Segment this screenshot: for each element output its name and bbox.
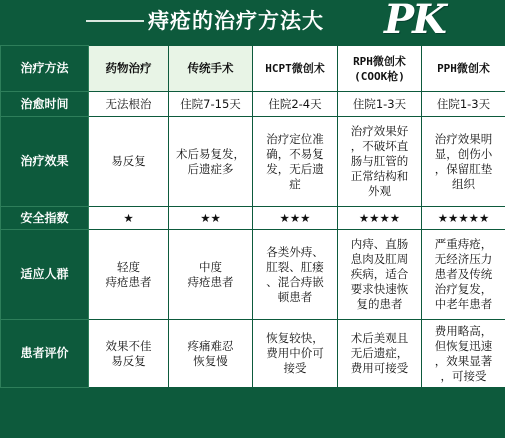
title-banner [0, 0, 505, 43]
cell-review-pph: 费用略高， 但恢复迅速 ，效果显著 ，可接受 [422, 320, 505, 388]
pk-logo: PK [384, 0, 445, 43]
cell-effect-traditional: 术后易复发， 后遗症多 [169, 117, 253, 207]
cell-time-drug: 无法根治 [89, 92, 169, 117]
cell-review-hcpt: 恢复较快， 费用中价可 接受 [253, 320, 338, 388]
row-label-review: 患者评价 [1, 320, 89, 388]
cell-time-pph: 住院1-3天 [422, 92, 505, 117]
cell-effect-rph: 治疗效果好 ，不破坏直 肠与肛管的 正常结构和 外观 [338, 117, 422, 207]
column-header-pph: PPH微创术 [422, 46, 505, 92]
cell-review-drug: 效果不佳 易反复 [89, 320, 169, 388]
page-title: 痔疮的治疗方法大 [148, 9, 324, 33]
title-rule [86, 20, 144, 22]
cell-suitable-hcpt: 各类外痔、 肛裂、肛瘘 、混合痔嵌 顿患者 [253, 230, 338, 320]
table-row [1, 230, 505, 320]
cell-effect-hcpt: 治疗定位准 确，不易复 发，无后遗 症 [253, 117, 338, 207]
column-header-hcpt: HCPT微创术 [253, 46, 338, 92]
rph-header-text: RPH微创术 (COOK枪) [353, 54, 406, 83]
cell-effect-pph: 治疗效果明 显，创伤小 ，保留肛垫 组织 [422, 117, 505, 207]
table-row [1, 320, 505, 388]
row-label-suitable: 适应人群 [1, 230, 89, 320]
cell-safety-hcpt: ★★★ [253, 207, 338, 230]
cell-safety-drug: ★ [89, 207, 169, 230]
table-row [1, 207, 505, 230]
cell-effect-drug: 易反复 [89, 117, 169, 207]
cell-review-traditional: 疼痛难忍 恢复慢 [169, 320, 253, 388]
comparison-table [0, 45, 505, 388]
column-header-traditional-surgery: 传统手术 [169, 46, 253, 92]
cell-suitable-traditional: 中度 痔疮患者 [169, 230, 253, 320]
header-row [1, 46, 505, 92]
table-row [1, 92, 505, 117]
row-label-safety: 安全指数 [1, 207, 89, 230]
cell-suitable-pph: 严重痔疮， 无经济压力 患者及传统 治疗复发， 中老年患者 [422, 230, 505, 320]
cell-suitable-drug: 轻度 痔疮患者 [89, 230, 169, 320]
table-row [1, 117, 505, 207]
cell-time-traditional: 住院7-15天 [169, 92, 253, 117]
cell-safety-pph: ★★★★★ [422, 207, 505, 230]
column-header-rph [338, 46, 422, 92]
cell-time-hcpt: 住院2-4天 [253, 92, 338, 117]
row-label-method: 治疗方法 [1, 46, 89, 92]
cell-suitable-rph: 内痔、直肠 息肉及肛周 疾病，适合 要求快速恢 复的患者 [338, 230, 422, 320]
cell-time-rph: 住院1-3天 [338, 92, 422, 117]
cell-safety-rph: ★★★★ [338, 207, 422, 230]
row-label-time: 治愈时间 [1, 92, 89, 117]
column-header-drug: 药物治疗 [89, 46, 169, 92]
cell-safety-traditional: ★★ [169, 207, 253, 230]
row-label-effect: 治疗效果 [1, 117, 89, 207]
cell-review-rph: 术后美观且 无后遗症， 费用可接受 [338, 320, 422, 388]
